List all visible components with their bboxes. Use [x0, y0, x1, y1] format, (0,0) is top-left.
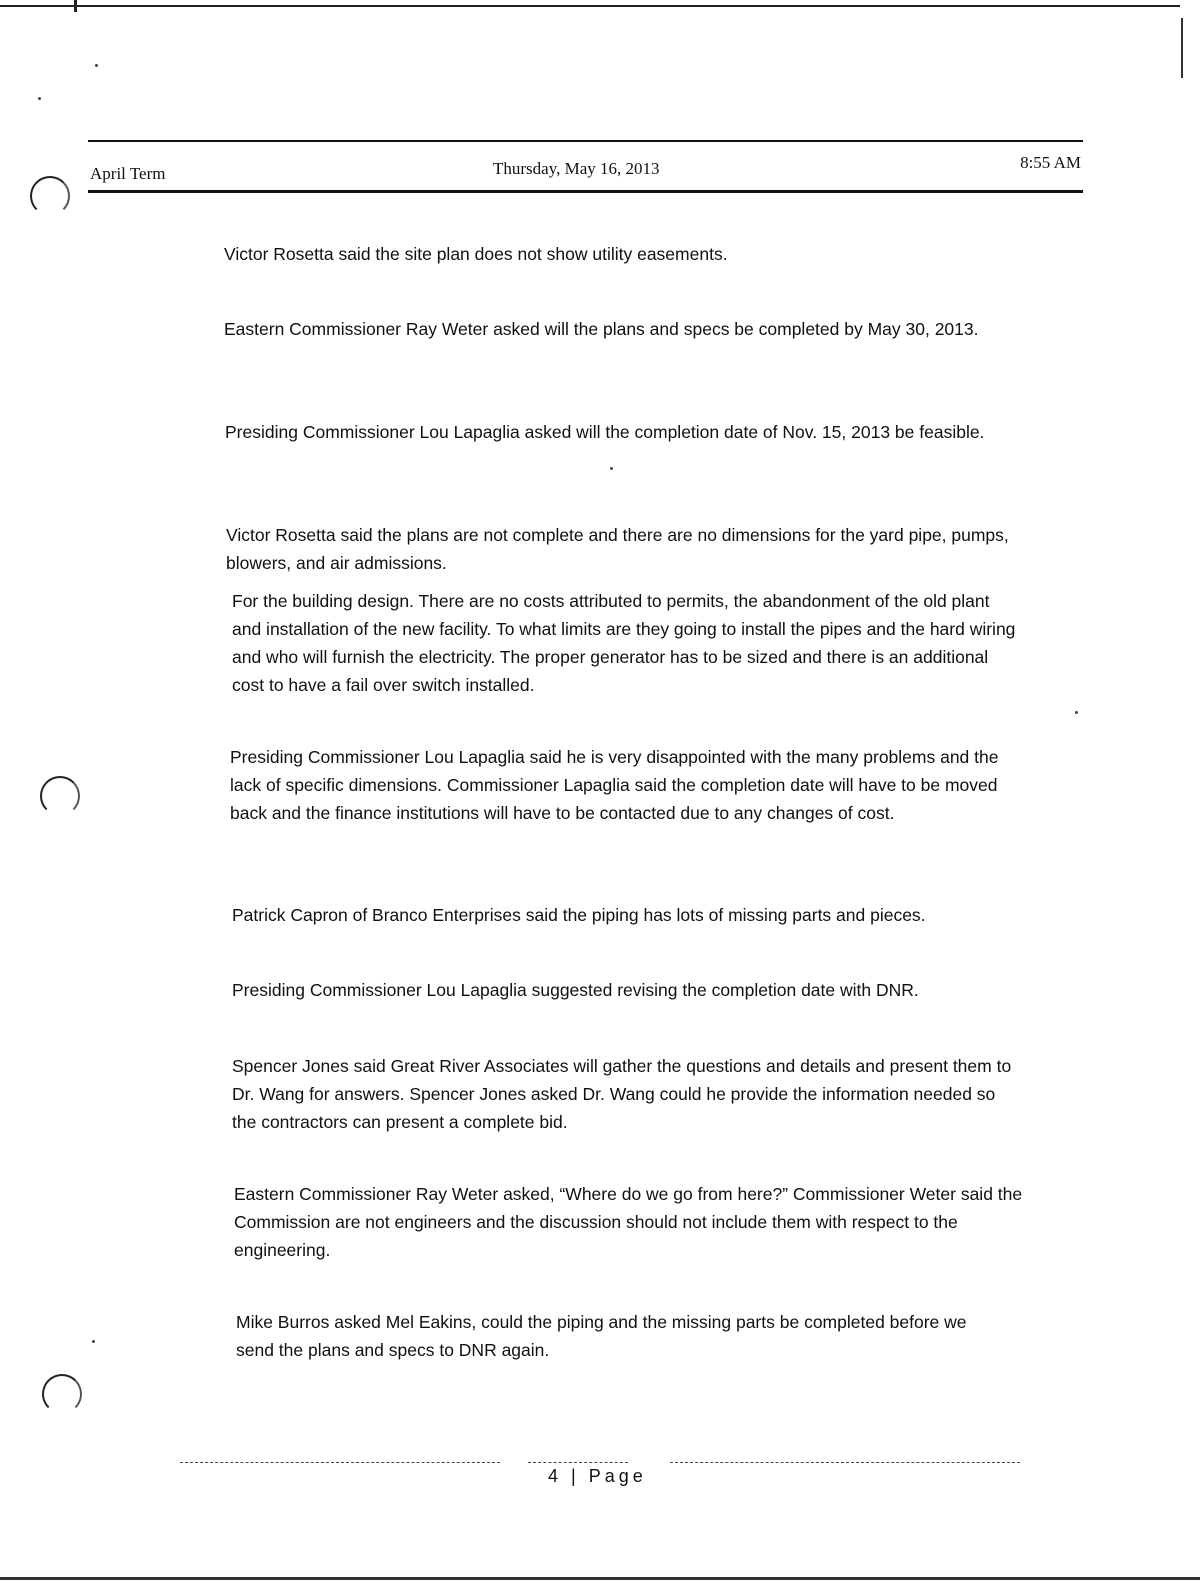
- header-rule-top: [88, 140, 1083, 142]
- scan-speck: [38, 97, 41, 100]
- binder-hole-top: [30, 176, 70, 216]
- paragraph: Mike Burros asked Mel Eakins, could the piping and the missing parts be completed before we send the plans and specs to DNR again.: [236, 1312, 967, 1360]
- scan-speck: [610, 467, 613, 470]
- paragraph: Spencer Jones said Great River Associates will gather the questions and details and present them to Dr. Wang for answers. Spencer Jones asked Dr. Wang could he provide the information needed so the contractors can present a complete bid.: [232, 1056, 1012, 1132]
- paragraph: Victor Rosetta said the plans are not complete and there are no dimensions for the yard pipe, pumps, blowers, and air admissions.: [226, 525, 1009, 573]
- binder-hole-bottom: [42, 1374, 82, 1414]
- header-rule-bottom: [88, 190, 1083, 193]
- header-time: 8:55 AM: [1020, 153, 1081, 172]
- scan-speck: [92, 1340, 95, 1343]
- footer-rule-center: [528, 1462, 628, 1464]
- scan-mark: [74, 0, 77, 12]
- paragraph: Eastern Commissioner Ray Weter asked, “Where do we go from here?” Commissioner Weter said the Commission are not engineers and the discussion should not include them with respect to the engineering.: [234, 1184, 1023, 1260]
- scan-speck: [1075, 711, 1078, 714]
- paragraph: Eastern Commissioner Ray Weter asked will the plans and specs be completed by May 30, 2013.: [224, 319, 979, 339]
- scan-edge-top: [0, 5, 1180, 7]
- scan-speck: [95, 64, 98, 67]
- page-number: 4 | Page: [548, 1466, 647, 1486]
- page-footer: [180, 1450, 1020, 1490]
- footer-rule-right: [670, 1462, 1020, 1464]
- paragraph: Patrick Capron of Branco Enterprises said the piping has lots of missing parts and pieces.: [232, 905, 926, 925]
- header-term: April Term: [90, 164, 166, 183]
- paragraph: Presiding Commissioner Lou Lapaglia said he is very disappointed with the many problems and the lack of specific dimensions. Commissioner Lapaglia said the completion date will have to be moved back and the finance institutions will have to be contacted due to any changes of cost.: [230, 747, 999, 823]
- binder-hole-middle: [40, 776, 80, 816]
- scan-edge-right: [1181, 18, 1183, 78]
- footer-rule-left: [180, 1462, 500, 1464]
- paragraph: Victor Rosetta said the site plan does not show utility easements.: [224, 244, 728, 264]
- page-header: [88, 140, 1083, 196]
- paragraph: For the building design. There are no costs attributed to permits, the abandonment of the old plant and installation of the new facility. To what limits are they going to install the pipes and the hard wiring and who will furnish the electricity. The proper generator has to be sized and there is an additional cost to have a fail over switch installed.: [232, 591, 1016, 695]
- scan-edge-bottom: [0, 1577, 1200, 1580]
- paragraph: Presiding Commissioner Lou Lapaglia asked will the completion date of Nov. 15, 2013 be feasible.: [225, 422, 985, 442]
- paragraph: Presiding Commissioner Lou Lapaglia suggested revising the completion date with DNR.: [232, 980, 919, 1000]
- header-date: Thursday, May 16, 2013: [493, 159, 660, 178]
